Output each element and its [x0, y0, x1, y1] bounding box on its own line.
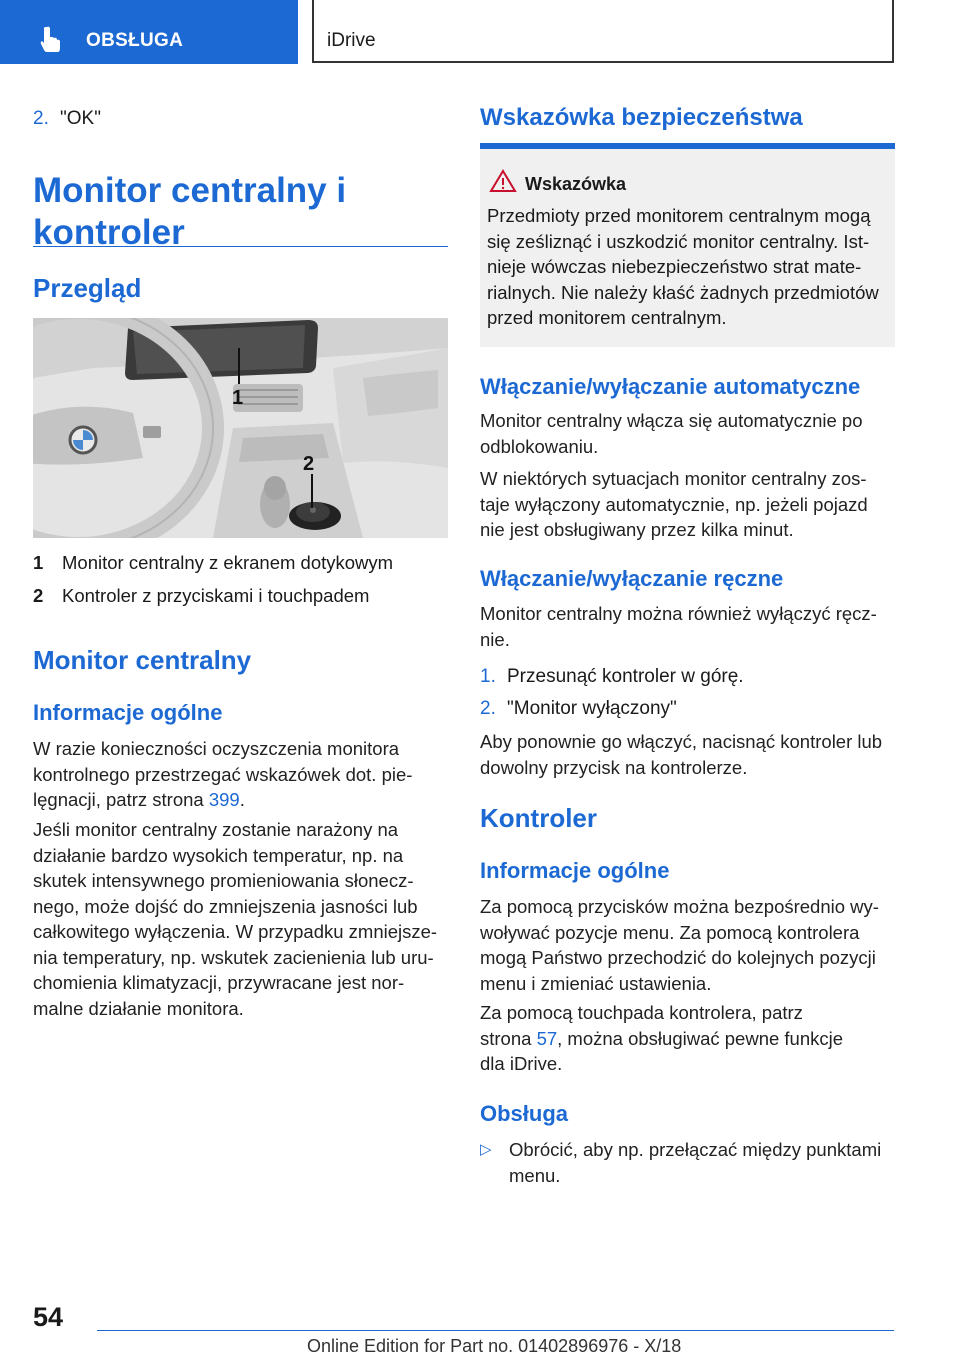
chapter-tab	[0, 0, 298, 64]
warning-triangle-icon	[489, 169, 517, 193]
general-info-heading: Informacje ogólne	[33, 700, 223, 725]
manual-paragraph-2: Aby ponownie go włączyć, nacisnąć kontroler lub dowolny przycisk na kontrolerze.	[480, 731, 883, 778]
monitor-heading: Monitor centralny	[33, 645, 252, 675]
manual-step-2: 2. "Monitor wyłączony"	[480, 698, 677, 719]
warning-title: Wskazówka	[525, 174, 627, 194]
legend-item: 2 Kontroler z przyciskami i touchpadem	[33, 585, 370, 606]
cockpit-illustration	[33, 318, 448, 538]
manual-paragraph-1: Monitor centralny można również wyłączyć ręcz- nie.	[480, 603, 877, 650]
page-title: Monitor centralny i kontroler	[33, 171, 347, 252]
auto-heading: Włączanie/wyłączanie automatyczne	[480, 374, 861, 399]
legend-item: 1 Monitor centralny z ekranem dotykowym	[33, 552, 394, 573]
page-link-57[interactable]: 57	[536, 1027, 558, 1049]
figure-callout-2: 2	[303, 453, 315, 475]
overview-heading: Przegląd	[33, 273, 142, 303]
dashboard-figure-svg	[33, 318, 448, 538]
temperature-paragraph: Jeśli monitor centralny zostanie narażony na działanie bardzo wysokich temperatur, np. na skutek intensywnego promieniowania słonecz- nego, może dojść do zmniejszenia jasności lub całkowitego wyłączenia. W przypadku zmniejsze- nia temperatury, np. wskutek zacienienia lub uru- chomienia klimatyzacji, przywracane jest nor- malne działanie monitora.	[33, 819, 438, 1019]
hand-pointer-icon	[40, 26, 62, 52]
page-link-399[interactable]: 399	[208, 789, 240, 810]
step-item: 2. "OK"	[33, 108, 101, 129]
manual-heading: Włączanie/wyłączanie ręczne	[480, 566, 784, 591]
controller-general-heading: Informacje ogólne	[480, 858, 670, 883]
auto-paragraph-2: W niektórych sytuacjach monitor centralny zos- taje wyłączony automatycznie, np. jeżeli pojazd nie jest obsługiwany przez kilka minut.	[480, 468, 868, 540]
page-number: 54	[33, 1302, 64, 1332]
controller-heading: Kontroler	[480, 803, 597, 833]
controller-paragraph-2: Za pomocą touchpada kontrolera, patrz strona 57, można obsługiwać pewne funkcje dla iDrive.	[480, 1002, 844, 1074]
warning-box	[480, 149, 895, 347]
figure-callout-1: 1	[232, 387, 244, 409]
manual-step-1: 1. Przesunąć kontroler w górę.	[480, 666, 744, 687]
operation-heading: Obsługa	[480, 1101, 569, 1126]
footer-rule	[97, 1330, 894, 1331]
bullet-triangle-icon: ▷	[480, 1141, 492, 1158]
warning-text: Przedmioty przed monitorem centralnym mogą się ześliznąć i uszkodzić monitor centralny. Ist- nieje wówczas niebezpieczeństwo strat mate- rialnych. Nie należy kłaść żadnych przedmiotów przed monitorem centralnym.	[487, 205, 879, 328]
safety-heading: Wskazówka bezpieczeństwa	[480, 104, 803, 131]
auto-paragraph-1: Monitor centralny włącza się automatycznie po odblokowaniu.	[480, 410, 863, 457]
section-title: iDrive	[327, 30, 376, 51]
controller-paragraph-1: Za pomocą przycisków można bezpośrednio wy- woływać pozycje menu. Za pomocą kontrolera mogą Państwo przechodzić do kolejnych pozycji menu i zmieniać ustawienia.	[480, 896, 879, 994]
title-rule	[33, 246, 448, 247]
chapter-label: OBSŁUGA	[86, 30, 184, 51]
section-header	[312, 0, 894, 63]
cleaning-paragraph: W razie konieczności oczyszczenia monitora kontrolnego przestrzegać wskazówek dot. pie- lęgnacji, patrz strona 399.	[33, 738, 413, 810]
edition-text: Online Edition for Part no. 01402896976 - X/18	[307, 1336, 682, 1356]
